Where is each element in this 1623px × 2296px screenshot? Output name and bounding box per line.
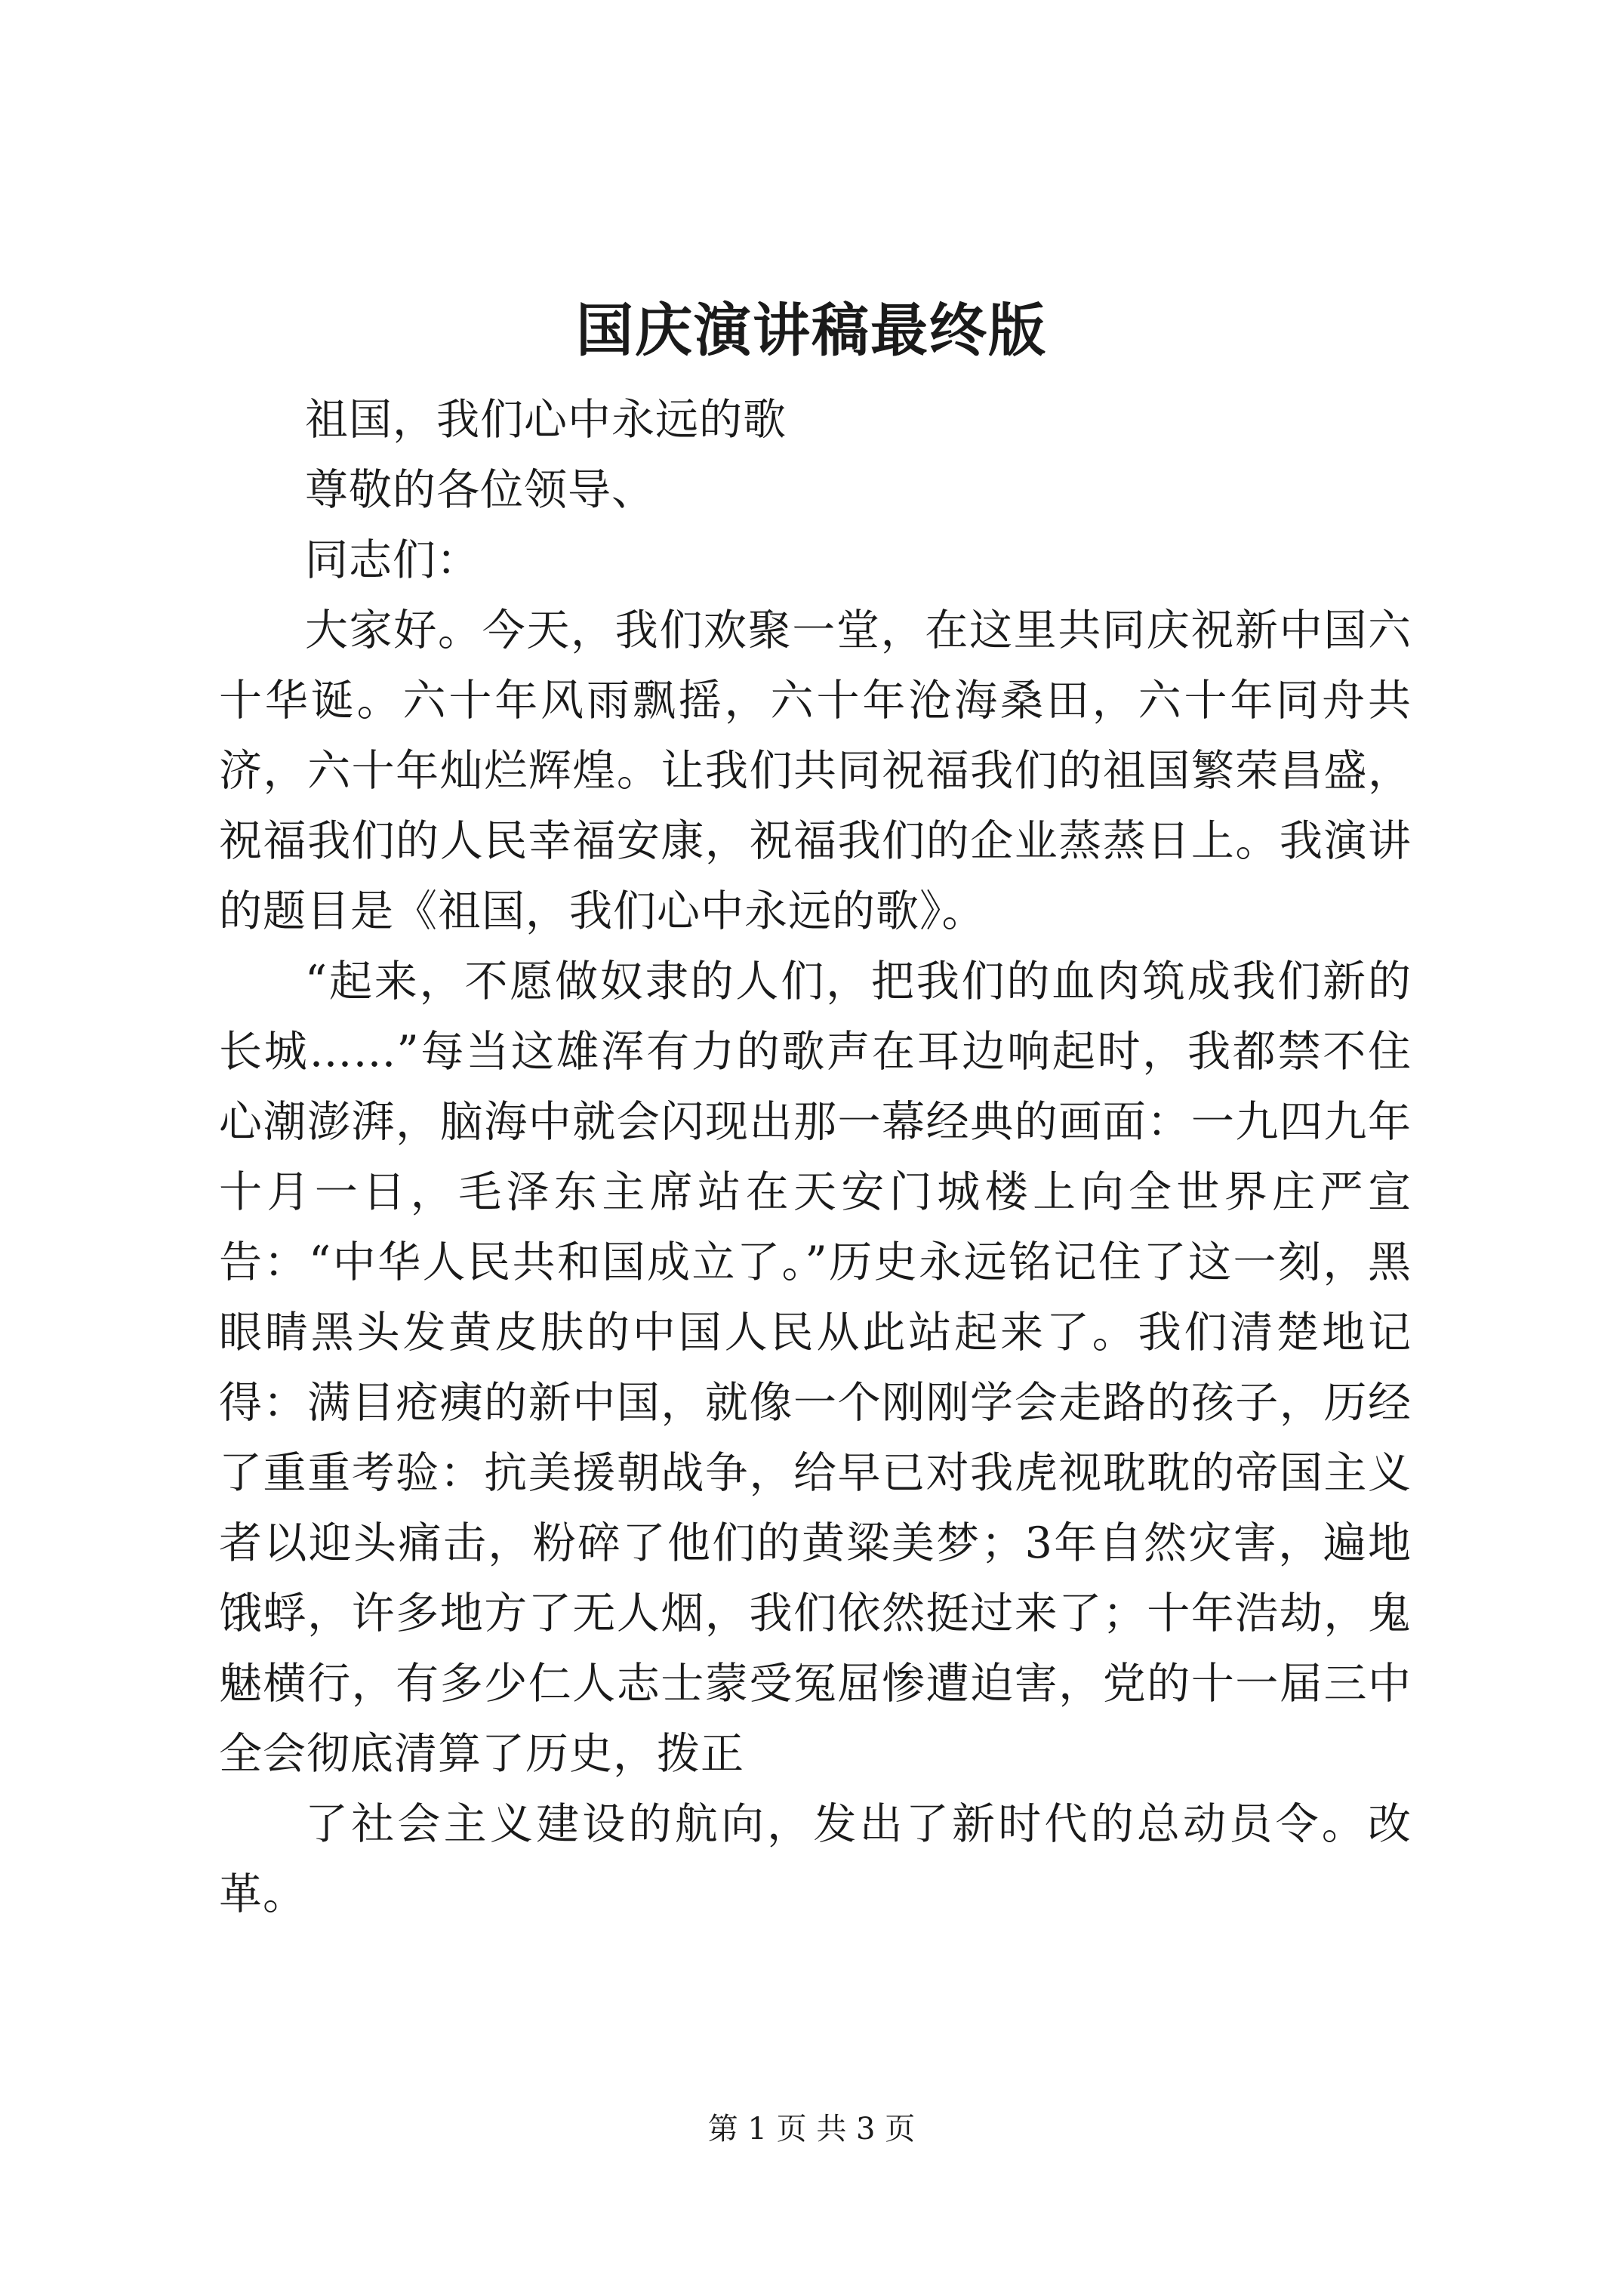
salutation-paragraph: 尊敬的各位领导、 — [305, 465, 655, 515]
document-body — [219, 385, 1412, 1930]
page-number-footer: 第 1 页 共 3 页 — [707, 2112, 916, 2147]
subtitle-paragraph: 祖国，我们心中永远的歌 — [305, 395, 787, 445]
body-paragraph: “起来，不愿做奴隶的人们，把我们的血肉筑成我们新的长城……”每当这雄浑有力的歌声在耳边响起时，我都禁不住心潮澎湃，脑海中就会闪现出那一幕经典的画面：一九四九年十月一日，毛泽东主席站在天安门城楼上向全世界庄严宣告：“中华人民共和国成立了。”历史永远铭记住了这一刻，黑眼睛黑头发黄皮肤的中国人民从此站起来了。我们清楚地记得：满目疮痍的新中国，就像一个刚刚学会走路的孩子，历经了重重考验：抗美援朝战争，给早已对我虎视耽耽的帝国主义者以迎头痛击，粉碎了他们的黄粱美梦；3年自然灾害，遍地饿蜉，许多地方了无人烟，我们依然挺过来了；十年浩劫，鬼魅横行，有多少仁人志士蒙受冤屈惨遭迫害，党的十一届三中全会彻底清算了历史，拨正 — [219, 957, 1412, 1779]
body-paragraph: 大家好。今天，我们欢聚一堂，在这里共同庆祝新中国六十华诞。六十年风雨飘摇，六十年沧海桑田，六十年同舟共济，六十年灿烂辉煌。让我们共同祝福我们的祖国繁荣昌盛，祝福我们的人民幸福安康，祝福我们的企业蒸蒸日上。我演讲的题目是《祖国，我们心中永远的歌》。 — [219, 606, 1412, 936]
body-paragraph: 了社会主义建设的航向，发出了新时代的总动员令。改革。 — [219, 1799, 1412, 1919]
salutation-paragraph: 同志们： — [305, 535, 480, 585]
page-title: 国庆演讲稿最终版 — [576, 297, 1047, 364]
